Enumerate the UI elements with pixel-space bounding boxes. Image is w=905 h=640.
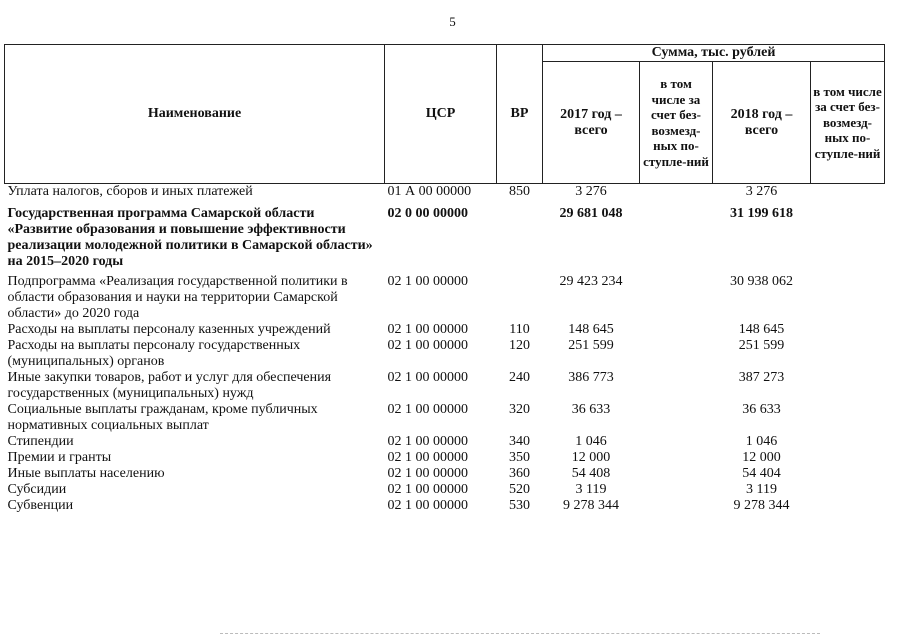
- row-csr: 02 1 00 00000: [387, 401, 468, 417]
- row-2017-free: [640, 206, 713, 274]
- header-name: Наименование: [5, 45, 385, 184]
- row-2018-free: [811, 466, 885, 482]
- row-name: Премии и гранты: [7, 449, 112, 465]
- row-2017-free: [640, 434, 713, 450]
- row-2018-free: [811, 370, 885, 402]
- header-2017-total: 2017 год – всего: [543, 62, 640, 184]
- row-csr: 02 1 00 00000: [387, 321, 468, 337]
- row-name: Субсидии: [7, 481, 67, 497]
- table-row: [5, 338, 885, 370]
- row-name: Подпрограмма «Реализация государственной политики в области образования и науки на территории Самарской области» до 2020 года: [7, 273, 348, 321]
- header-2018-total: 2018 год – всего: [713, 62, 811, 184]
- row-vr: 120: [509, 337, 530, 353]
- budget-table: [4, 44, 885, 514]
- row-2017-total: 29 423 234: [559, 273, 623, 289]
- table-row: [5, 466, 885, 482]
- row-2018-total: 36 633: [742, 401, 781, 417]
- row-2018-free: [811, 184, 885, 206]
- row-2018-total: 1 046: [745, 433, 778, 449]
- row-vr: [497, 206, 543, 274]
- row-vr: 360: [509, 465, 530, 481]
- row-2017-free: [640, 402, 713, 434]
- header-2018-free: в том числе за счет без-возмезд-ных по-ступле-ний: [811, 62, 885, 184]
- row-2018-free: [811, 482, 885, 498]
- table-row: [5, 482, 885, 498]
- row-csr: 02 1 00 00000: [387, 337, 468, 353]
- header-csr: ЦСР: [385, 45, 497, 184]
- row-2018-total: 3 119: [746, 481, 777, 497]
- row-csr: 02 1 00 00000: [387, 449, 468, 465]
- row-vr: 110: [509, 321, 530, 337]
- row-name: Расходы на выплаты персоналу казенных учреждений: [7, 321, 331, 337]
- row-2018-free: [811, 498, 885, 514]
- row-2018-total: 387 273: [738, 369, 785, 385]
- row-vr: [497, 274, 543, 322]
- row-vr: 520: [509, 481, 530, 497]
- row-2017-free: [640, 482, 713, 498]
- row-2018-total: 31 199 618: [730, 205, 793, 221]
- row-2018-total: 12 000: [742, 449, 781, 465]
- row-2018-total: 54 404: [742, 465, 781, 481]
- row-2017-free: [640, 274, 713, 322]
- table-row: [5, 184, 885, 206]
- row-vr: 240: [509, 369, 530, 385]
- row-2017-free: [640, 450, 713, 466]
- table-row: [5, 370, 885, 402]
- table-body: [5, 184, 885, 514]
- row-2017-total: 251 599: [568, 337, 614, 353]
- table-row: [5, 498, 885, 514]
- table-row: [5, 434, 885, 450]
- row-2018-free: [811, 206, 885, 274]
- row-2018-free: [811, 274, 885, 322]
- row-csr: 02 1 00 00000: [387, 481, 468, 497]
- row-2017-total: 12 000: [571, 449, 611, 465]
- row-2017-free: [640, 370, 713, 402]
- row-2018-free: [811, 322, 885, 338]
- row-2017-free: [640, 322, 713, 338]
- row-name: Иные закупки товаров, работ и услуг для обеспечения государственных (муниципальных) нужд: [7, 369, 332, 401]
- row-2017-total: 148 645: [568, 321, 614, 337]
- row-2017-free: [640, 184, 713, 206]
- row-2018-total: 3 276: [745, 184, 778, 199]
- row-2017-free: [640, 498, 713, 514]
- header-2017-free: в том числе за счет без-возмезд-ных по-ступле-ний: [640, 62, 713, 184]
- row-2017-total: 54 408: [571, 465, 611, 481]
- row-csr: 02 1 00 00000: [387, 369, 468, 385]
- footer-divider: [220, 633, 820, 634]
- row-2017-total: 1 046: [575, 433, 607, 449]
- row-csr: 02 1 00 00000: [387, 433, 468, 449]
- row-2017-free: [640, 466, 713, 482]
- row-2018-free: [811, 338, 885, 370]
- row-2017-free: [640, 338, 713, 370]
- table-row: [5, 450, 885, 466]
- row-2018-total: 30 938 062: [730, 273, 793, 289]
- row-2018-total: 148 645: [738, 321, 785, 337]
- row-vr: 350: [509, 449, 530, 465]
- row-csr: 02 1 00 00000: [387, 465, 468, 481]
- row-2017-total: 9 278 344: [563, 497, 619, 513]
- table-row: [5, 206, 885, 274]
- table-row: [5, 402, 885, 434]
- row-name: Государственная программа Самарской области «Развитие образования и повышение эффективности реализации молодежной политики в Самарской области» на 2015–2020 годы: [7, 205, 373, 269]
- row-name: Уплата налогов, сборов и иных платежей: [7, 184, 253, 199]
- row-csr: 02 1 00 00000: [387, 273, 468, 289]
- table-row: [5, 322, 885, 338]
- row-name: Стипендии: [7, 433, 74, 449]
- table-row: [5, 274, 885, 322]
- row-2017-total: 3 119: [575, 481, 607, 497]
- row-vr: 850: [509, 184, 530, 199]
- row-2017-total: 386 773: [568, 369, 614, 385]
- row-2018-total: 251 599: [738, 337, 785, 353]
- row-csr: 01 А 00 00000: [387, 184, 472, 199]
- row-name: Социальные выплаты гражданам, кроме публичных нормативных социальных выплат: [7, 401, 318, 433]
- row-csr: 02 1 00 00000: [387, 497, 468, 513]
- row-vr: 530: [509, 497, 530, 513]
- row-2018-free: [811, 450, 885, 466]
- row-2018-total: 9 278 344: [733, 497, 790, 513]
- row-2018-free: [811, 402, 885, 434]
- row-vr: 340: [509, 433, 530, 449]
- header-sum-title: Сумма, тыс. рублей: [543, 45, 885, 62]
- row-csr: 02 0 00 00000: [387, 205, 468, 221]
- row-2018-free: [811, 434, 885, 450]
- header-vr: ВР: [497, 45, 543, 184]
- row-2017-total: 36 633: [571, 401, 611, 417]
- row-name: Расходы на выплаты персоналу государственных (муниципальных) органов: [7, 337, 301, 369]
- row-vr: 320: [509, 401, 530, 417]
- row-2017-total: 3 276: [575, 184, 607, 199]
- page-number: 5: [449, 14, 456, 29]
- row-name: Иные выплаты населению: [7, 465, 165, 481]
- table-header: [5, 45, 885, 184]
- row-2017-total: 29 681 048: [559, 205, 623, 221]
- row-name: Субвенции: [7, 497, 74, 513]
